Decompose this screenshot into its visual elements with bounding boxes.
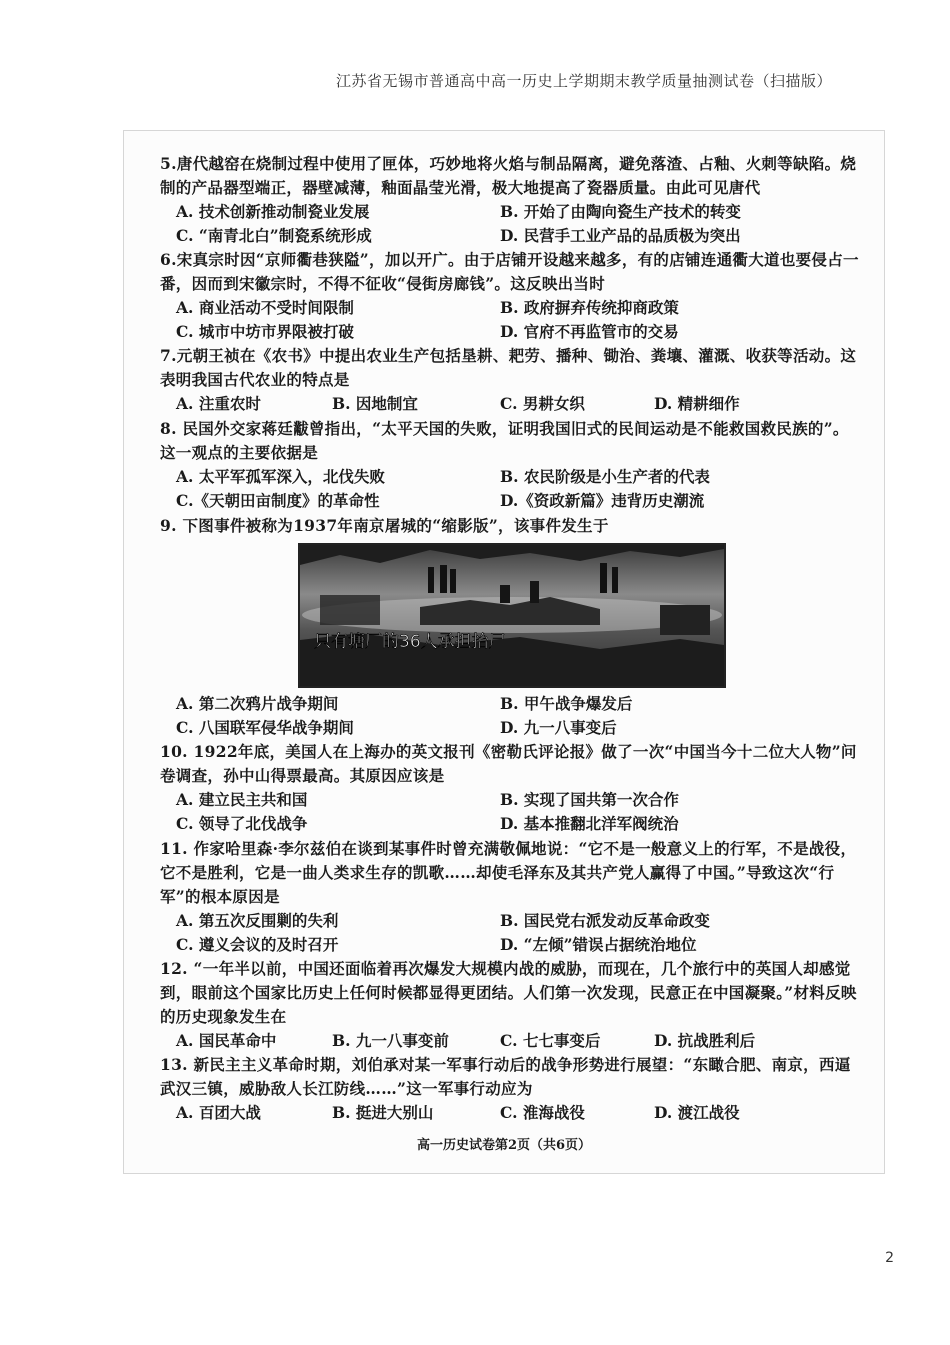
option-row (160, 909, 860, 933)
option-a: A. 注重农时 (176, 394, 261, 413)
option-c: C.《天朝田亩制度》的革命性 (176, 491, 380, 510)
question-8 (160, 417, 860, 513)
option-row (160, 296, 860, 320)
option-b: B. 甲午战争爆发后 (500, 694, 633, 713)
question-7 (160, 344, 860, 416)
option-b: B. 挺进大别山 (332, 1103, 434, 1122)
option-c: C. 八国联军侵华战争期间 (176, 718, 354, 737)
question-stem: 6.宋真宗时因“京师衢巷狭隘”，加以开广。由于店铺开设越来越多，有的店铺连通衢大道也要侵占一番，因而到宋徽宗时，不得不征收“侵街房廊钱”。这反映出当时 (160, 250, 859, 293)
question-12 (160, 957, 860, 1053)
option-row (160, 716, 860, 740)
option-a: A. 百团大战 (176, 1103, 261, 1122)
option-c: C. 遵义会议的及时召开 (176, 935, 339, 954)
option-d: D. “左倾”错误占据统治地位 (500, 935, 697, 954)
question-6 (160, 248, 860, 344)
question-stem: 5.唐代越窑在烧制过程中使用了匣体，巧妙地将火焰与制品隔离，避免落渣、占釉、火刺等缺陷。烧制的产品器型端正，器壁减薄，釉面晶莹光滑，极大地提高了瓷器质量。由此可见唐代 (160, 154, 857, 197)
header-title: 江苏省无锡市普通高中高一历史上学期期末教学质量抽测试卷（扫描版） (335, 72, 832, 90)
option-a: A. 建立民主共和国 (176, 790, 308, 809)
option-b: B. 国民党右派发动反革命政变 (500, 911, 710, 930)
option-row (160, 200, 860, 224)
exam-page-footer: 高一历史试卷第2页（共6页） (416, 1138, 592, 1153)
option-a: A. 技术创新推动制瓷业发展 (176, 202, 370, 221)
option-d: D. 精耕细作 (654, 394, 740, 413)
option-c: C. 城市中坊市界限被打破 (176, 322, 354, 341)
question-9 (160, 514, 860, 538)
option-d: D. 基本推翻北洋军阀统治 (500, 814, 679, 833)
option-c: C. 七七事变后 (500, 1031, 601, 1050)
option-row (160, 224, 860, 248)
option-row (160, 489, 860, 513)
option-row (160, 1029, 860, 1053)
option-b: B. 因地制宜 (332, 394, 418, 413)
option-a: A. 太平军孤军深入，北伐失败 (176, 467, 385, 486)
photo-caption: 只有塘厂的36人承担抬尸 (314, 632, 506, 652)
option-b: B. 政府摒弃传统抑商政策 (500, 298, 679, 317)
option-c: C. 淮海战役 (500, 1103, 585, 1122)
option-d: D. 官府不再监管市的交易 (500, 322, 679, 341)
question-5 (160, 152, 860, 248)
option-c: C. 男耕女织 (500, 394, 585, 413)
option-a: A. 第五次反围剿的失利 (176, 911, 339, 930)
option-row (160, 465, 860, 489)
option-row (160, 692, 860, 716)
option-a: A. 商业活动不受时间限制 (176, 298, 354, 317)
option-row (160, 933, 860, 957)
question-stem: 7.元朝王祯在《农书》中提出农业生产包括垦耕、耙劳、播种、锄治、粪壤、灌溉、收获等活动。这表明我国古代农业的特点是 (160, 346, 857, 389)
question-stem: 10. 1922年底，美国人在上海办的英文报刊《密勒氏评论报》做了一次“中国当今十二位大人物”问卷调查，孙中山得票最高。其原因应该是 (160, 742, 857, 785)
option-b: B. 农民阶级是小生产者的代表 (500, 467, 710, 486)
option-row (160, 392, 860, 416)
option-row (160, 812, 860, 836)
question-stem: 11. 作家哈里森·李尔兹伯在谈到某事件时曾充满敬佩地说：“它不是一般意义上的行军，不是战役，它不是胜利，它是一曲人类求生存的凯歌……却使毛泽东及其共产党人赢得了中国。”导致这次“行军”的根本原因是 (160, 839, 857, 906)
option-d: D. 抗战胜利后 (654, 1031, 756, 1050)
historical-photo (298, 543, 726, 688)
option-d: D.《资政新篇》违背历史潮流 (500, 491, 705, 510)
question-10 (160, 740, 860, 836)
option-row (160, 788, 860, 812)
option-c: C. “南青北白”制瓷系统形成 (176, 226, 372, 245)
option-d: D. 民营手工业产品的品质极为突出 (500, 226, 741, 245)
question-9-options (160, 692, 860, 740)
option-d: D. 九一八事变后 (500, 718, 617, 737)
question-stem: 8. 民国外交家蒋廷黻曾指出，“太平天国的失败，证明我国旧式的民间运动是不能救国救民族的”。这一观点的主要依据是 (160, 419, 849, 462)
option-c: C. 领导了北伐战争 (176, 814, 308, 833)
question-11 (160, 837, 860, 957)
question-stem: 13. 新民主主义革命时期，刘伯承对某一军事行动后的战争形势进行展望：“东瞰合肥、南京，西逼武汉三镇，威胁敌人长江防线……”这一军事行动应为 (160, 1055, 851, 1098)
option-row (160, 320, 860, 344)
page-number: 2 (885, 1250, 894, 1266)
historical-photo-image (300, 545, 724, 686)
question-stem: 9. 下图事件被称为1937年南京屠城的“缩影版”，该事件发生于 (160, 516, 609, 535)
option-d: D. 渡江战役 (654, 1103, 740, 1122)
question-13 (160, 1053, 860, 1125)
option-a: A. 国民革命中 (176, 1031, 277, 1050)
option-b: B. 开始了由陶向瓷生产技术的转变 (500, 202, 741, 221)
option-a: A. 第二次鸦片战争期间 (176, 694, 339, 713)
option-b: B. 实现了国共第一次合作 (500, 790, 679, 809)
scanned-exam-page (123, 130, 885, 1174)
question-stem: 12. “一年半以前，中国还面临着再次爆发大规模内战的威胁，而现在，几个旅行中的英国人却感觉到，眼前这个国家比历史上任何时候都显得更团结。人们第一次发现，民意正在中国凝聚。”材料反映的历史现象发生在 (160, 959, 857, 1026)
option-row (160, 1101, 860, 1125)
option-b: B. 九一八事变前 (332, 1031, 449, 1050)
